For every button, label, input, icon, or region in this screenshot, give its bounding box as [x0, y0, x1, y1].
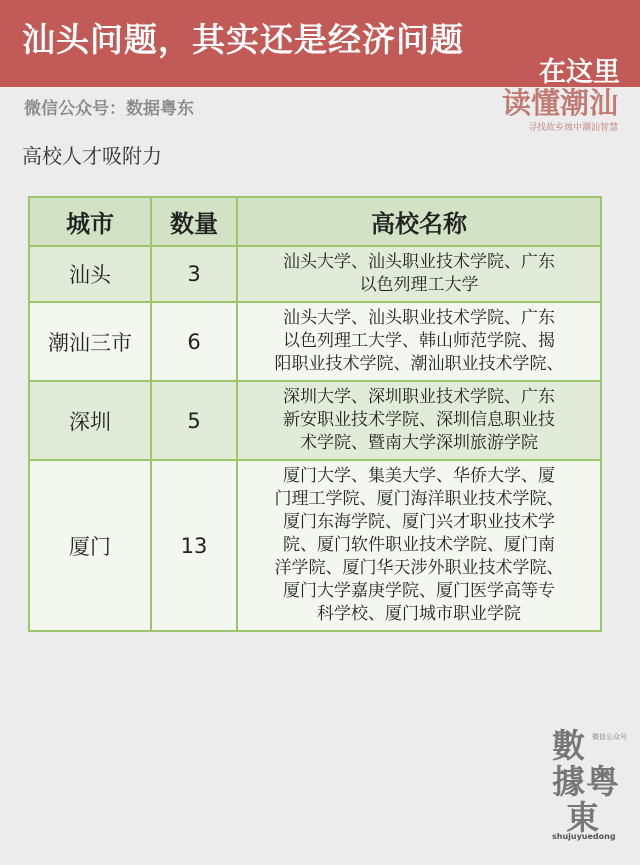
names-line: 厦门大学嘉庚学院、厦门医学高等专	[283, 581, 555, 601]
section-subtitle: 高校人才吸附力	[22, 144, 162, 168]
logo-url: shujuyuedong	[552, 832, 616, 841]
logo-label: 微信公众号	[592, 733, 627, 741]
header-names: 高校名称	[237, 197, 601, 246]
cell-city: 潮汕三市	[29, 302, 151, 381]
header-count: 数量	[151, 197, 237, 246]
brand-logo-top	[498, 86, 618, 133]
names-line: 新安职业技术学院、深圳信息职业技	[283, 410, 555, 430]
names-line: 厦门大学、集美大学、华侨大学、厦	[283, 466, 555, 486]
brand-logo-bottom	[552, 720, 632, 850]
names-line: 深圳大学、深圳职业技术学院、广东	[283, 387, 555, 407]
logo-char: 據	[552, 762, 585, 801]
cell-names	[237, 246, 601, 302]
brand-logo-slogan: 寻找故乡烛中潮汕智慧	[527, 123, 618, 133]
table-row	[29, 246, 601, 302]
cell-names	[237, 460, 601, 631]
names-line: 门理工学院、厦门海洋职业技术学院、	[274, 489, 564, 509]
cell-count: 5	[151, 381, 237, 460]
cell-city: 深圳	[29, 381, 151, 460]
source-line: 微信公众号：数据粤东	[24, 99, 194, 119]
cell-count: 6	[151, 302, 237, 381]
names-line: 汕头大学、汕头职业技术学院、广东	[283, 252, 555, 272]
names-line: 科学校、厦门城市职业学院	[317, 604, 521, 624]
page-title: 汕头问题，其实还是经济问题	[22, 20, 464, 59]
cell-count: 3	[151, 246, 237, 302]
brand-logo-text: 读懂潮汕	[501, 86, 618, 120]
names-line: 洋学院、厦门华天涉外职业技术学院、	[274, 558, 564, 578]
table-row	[29, 460, 601, 631]
names-line: 以色列理工大学	[359, 275, 479, 295]
logo-char: 東	[566, 798, 599, 837]
header-city: 城市	[29, 197, 151, 246]
names-line: 术学院、暨南大学深圳旅游学院	[300, 433, 538, 453]
table-header-row	[29, 197, 601, 246]
header-banner	[0, 0, 640, 87]
cell-city: 汕头	[29, 246, 151, 302]
cell-city: 厦门	[29, 460, 151, 631]
cell-names	[237, 302, 601, 381]
universities-table	[28, 196, 602, 632]
names-line: 汕头大学、汕头职业技术学院、广东	[283, 308, 555, 328]
names-line: 阳职业技术学院、潮汕职业技术学院、	[274, 354, 564, 374]
names-line: 以色列理工大学、韩山师范学院、揭	[283, 331, 555, 351]
names-line: 厦门东海学院、厦门兴才职业技术学	[283, 512, 555, 532]
logo-char: 數	[552, 726, 585, 765]
table-row	[29, 381, 601, 460]
cell-names	[237, 381, 601, 460]
logo-char: 粤	[586, 762, 619, 801]
header-tagline: 在这里	[539, 57, 620, 88]
table-row	[29, 302, 601, 381]
names-line: 院、厦门软件职业技术学院、厦门南	[283, 535, 555, 555]
cell-count: 13	[151, 460, 237, 631]
